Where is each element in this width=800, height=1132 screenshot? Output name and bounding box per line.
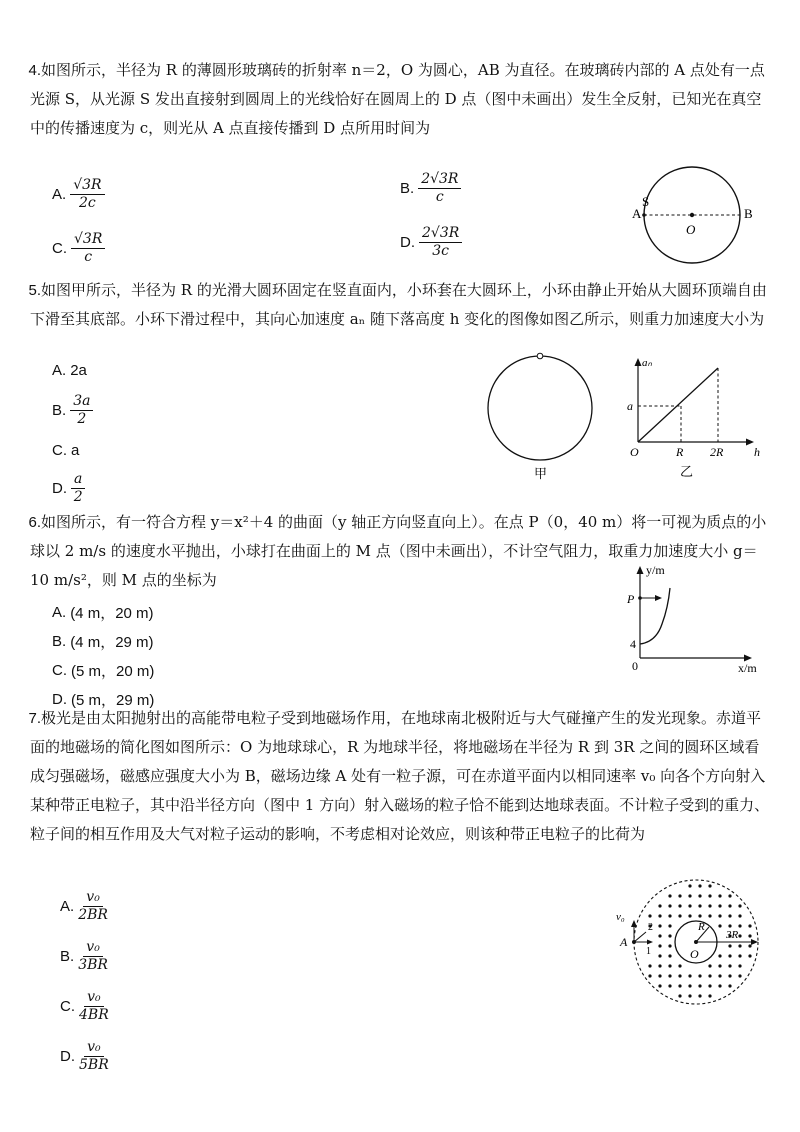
q7-option-a[interactable] (60, 890, 108, 922)
caption-yi: 乙 (680, 464, 694, 479)
field-dot (718, 894, 721, 897)
origin-o: O (630, 445, 639, 459)
question-5-number: 5. (28, 282, 42, 299)
fraction (79, 1040, 109, 1072)
fraction (419, 226, 462, 258)
field-dot (708, 894, 711, 897)
field-dot (728, 904, 731, 907)
field-dot (678, 964, 681, 967)
denominator: 2BR (78, 906, 108, 923)
question-7 (30, 704, 770, 849)
field-dot (738, 934, 741, 937)
field-dot (678, 974, 681, 977)
option-label: A. (52, 604, 67, 621)
option-label: D. (52, 691, 67, 708)
denominator: c (435, 188, 444, 205)
y-axis-arrow (637, 566, 644, 574)
tick-2r: 2R (710, 445, 724, 459)
field-dot (698, 884, 701, 887)
field-dot (728, 964, 731, 967)
field-dot (728, 974, 731, 977)
center-dot (690, 213, 694, 217)
label-r: R (698, 921, 705, 933)
label-p: P (627, 592, 635, 606)
fraction (78, 940, 108, 972)
field-dot (718, 924, 721, 927)
point-a-dot (642, 213, 646, 217)
field-dot (698, 904, 701, 907)
field-dot (708, 914, 711, 917)
dir2-vector (634, 932, 646, 942)
h-label: h (754, 445, 760, 459)
field-dot (678, 994, 681, 997)
field-dot (728, 914, 731, 917)
dir1-arrow (647, 940, 653, 945)
field-dot (728, 944, 731, 947)
field-dot (698, 984, 701, 987)
q5-option-d[interactable] (52, 472, 85, 504)
field-dot (668, 924, 671, 927)
q6-option-a[interactable] (52, 602, 154, 623)
option-text: (4 m，29 m) (70, 634, 154, 651)
denominator: c (84, 248, 93, 265)
field-dot (708, 884, 711, 887)
question-4-number: 4. (28, 62, 42, 79)
field-dot (668, 974, 671, 977)
question-6-number: 6. (28, 514, 42, 531)
x-axis-label: x/m (738, 661, 757, 675)
numerator: v₀ (84, 990, 104, 1007)
option-text: (4 m，20 m) (70, 605, 154, 622)
field-dot (748, 954, 751, 957)
q6-option-c[interactable] (52, 660, 154, 681)
origin-0: 0 (632, 659, 638, 673)
option-text: (5 m，20 m) (71, 663, 155, 680)
field-radius-arrow (751, 939, 758, 945)
field-dot (648, 964, 651, 967)
question-5-stem (30, 276, 770, 334)
field-dot (658, 974, 661, 977)
field-dot (738, 954, 741, 957)
label-a: A (620, 935, 628, 949)
field-dot (658, 904, 661, 907)
label-s: S (642, 194, 650, 209)
tick-r: R (676, 445, 684, 459)
q5-option-b[interactable] (52, 394, 93, 426)
field-dot (748, 924, 751, 927)
q4-option-c[interactable] (52, 232, 105, 264)
q5-option-c[interactable] (52, 442, 79, 459)
q7-figure (608, 874, 772, 1010)
q5-figure-jia (478, 350, 608, 484)
field-dot (728, 954, 731, 957)
q7-option-d[interactable] (60, 1040, 109, 1072)
field-dot (698, 994, 701, 997)
q7-option-c[interactable] (60, 990, 109, 1022)
field-dot (738, 964, 741, 967)
denominator: 5BR (79, 1056, 109, 1073)
tick-a: a (627, 399, 633, 413)
numerator: √3R (70, 178, 104, 195)
fraction (418, 172, 461, 204)
label-o: O (690, 947, 699, 961)
option-text: a (71, 442, 80, 459)
question-6-text: 如图所示，有一符合方程 y＝x²＋4 的曲面（y 轴正方向竖直向上）。在点 P（0，40 m）将一可视为质点的小球以 2 m/s 的速度水平抛出，小球打在曲面上的 M 点（图中未画出），不计空气阻力，取重力加速度大小 g＝10 m/s²，则 M 点的坐标为 (30, 513, 767, 589)
option-label: D. (60, 1047, 75, 1065)
option-text: 2a (70, 362, 87, 379)
fraction (78, 890, 108, 922)
field-dot (688, 904, 691, 907)
question-5-text: 如图甲所示，半径为 R 的光滑大圆环固定在竖直面内，小环套在大圆环上，小环由静止开始从大圆环顶端自由下滑至其底部。小环下滑过程中，其向心加速度 aₙ 随下落高度 h 变化的图像如图乙所示，则重力加速度大小为 (30, 281, 767, 328)
field-dot (668, 914, 671, 917)
field-dot (658, 914, 661, 917)
option-label: B. (60, 947, 75, 965)
field-dot (718, 914, 721, 917)
field-dot (688, 974, 691, 977)
field-dot (708, 904, 711, 907)
label-dir1: 1 (646, 946, 651, 957)
option-label: C. (52, 442, 67, 459)
field-dot (688, 914, 691, 917)
tick-4: 4 (630, 637, 636, 651)
field-dot (738, 944, 741, 947)
numerator: v₀ (83, 890, 103, 907)
field-dot (708, 964, 711, 967)
field-dot (698, 894, 701, 897)
q7-option-b[interactable] (60, 940, 108, 972)
field-dot (718, 984, 721, 987)
q4-option-d[interactable] (400, 226, 462, 258)
field-dot (658, 964, 661, 967)
an-label: aₙ (642, 357, 652, 369)
field-dot (648, 914, 651, 917)
field-dot (658, 934, 661, 937)
numerator: v₀ (84, 1040, 104, 1057)
numerator: a (71, 472, 85, 489)
question-7-number: 7. (28, 710, 42, 727)
field-dot (748, 934, 751, 937)
field-dot (728, 894, 731, 897)
option-label: C. (52, 662, 67, 679)
q4-option-b[interactable] (400, 172, 461, 204)
numerator: 2√3R (418, 172, 461, 189)
option-label: D. (52, 479, 67, 497)
denominator: 3BR (78, 956, 108, 973)
field-dot (668, 954, 671, 957)
field-dot (698, 974, 701, 977)
option-label: C. (52, 239, 67, 257)
field-dot (718, 964, 721, 967)
option-label: B. (400, 179, 415, 197)
option-label: B. (52, 401, 67, 419)
field-dot (678, 894, 681, 897)
point-p-dot (638, 596, 642, 600)
field-dot (648, 974, 651, 977)
fraction (79, 990, 109, 1022)
small-ring (537, 353, 543, 359)
an-axis-arrow (635, 358, 642, 366)
field-dot (718, 974, 721, 977)
h-axis-arrow (746, 439, 754, 446)
center-o-dot (694, 940, 698, 944)
field-dot (658, 924, 661, 927)
throw-arrow (655, 595, 662, 601)
question-5 (30, 276, 770, 334)
field-dot (678, 984, 681, 987)
option-text: (5 m，29 m) (71, 692, 155, 709)
option-label: A. (60, 897, 75, 915)
numerator: v₀ (83, 940, 103, 957)
fraction (70, 394, 93, 426)
numerator: 2√3R (419, 226, 462, 243)
question-4-text: 如图所示，半径为 R 的薄圆形玻璃砖的折射率 n＝2，O 为圆心，AB 为直径。在玻璃砖内部的 A 点处有一点光源 S，从光源 S 发出直接射到圆周上的光线恰好在圆周上的 D 点（图中未画出）发生全反射，已知光在真空中的传播速度为 c，则光从 A 点直接传播到 D 点所用时间为 (30, 61, 765, 137)
big-ring (488, 356, 592, 460)
field-dot (688, 894, 691, 897)
field-dot (668, 944, 671, 947)
y-axis-label: y/m (646, 563, 665, 577)
q5-option-a[interactable] (52, 362, 87, 379)
field-dot (658, 954, 661, 957)
q5-figure-yi (618, 352, 768, 486)
denominator: 3c (432, 242, 450, 259)
label-v0: v₀ (616, 911, 625, 923)
numerator: 3a (70, 394, 93, 411)
field-dot (668, 964, 671, 967)
option-label: A. (52, 362, 67, 379)
option-label: C. (60, 997, 75, 1015)
field-dot (708, 984, 711, 987)
q6-option-b[interactable] (52, 631, 154, 652)
denominator: 2c (79, 194, 96, 211)
q6-figure (622, 560, 772, 676)
fraction (70, 178, 104, 210)
denominator: 2 (77, 410, 87, 427)
fraction (71, 472, 85, 504)
field-dot (678, 914, 681, 917)
field-dot (688, 884, 691, 887)
field-dot (698, 914, 701, 917)
field-dot (728, 984, 731, 987)
question-4 (30, 56, 770, 143)
fraction (71, 232, 105, 264)
an-h-line (638, 368, 718, 442)
q4-option-a[interactable] (52, 178, 105, 210)
field-dot (738, 924, 741, 927)
field-dot (668, 904, 671, 907)
field-dot (668, 894, 671, 897)
field-dot (728, 924, 731, 927)
denominator: 4BR (79, 1006, 109, 1023)
field-dot (708, 994, 711, 997)
denominator: 2 (73, 488, 83, 505)
v0-arrow (631, 920, 637, 927)
option-label: B. (52, 633, 67, 650)
field-dot (738, 904, 741, 907)
label-dir2: 2 (648, 922, 653, 933)
q4-figure (612, 162, 772, 272)
field-dot (658, 944, 661, 947)
field-dot (688, 984, 691, 987)
field-dot (668, 934, 671, 937)
field-dot (738, 914, 741, 917)
question-7-text: 极光是由太阳抛射出的高能带电粒子受到地磁场作用，在地球南北极附近与大气碰撞产生的发光现象。赤道平面的地磁场的简化图如图所示：O 为地球球心，R 为地球半径，将地磁场在半径为 R 到 3R 之间的圆环区域看成匀强磁场，磁感应强度大小为 B，磁场边缘 A 处有一粒子源，可在赤道平面内以相同速率 v₀ 向各个方向射入某种带正电粒子，其中沿半径方向（图中 1 方向）射入磁场的粒子恰不能到达地球表面。不计粒子受到的重力、粒子间的相互作用及大气对粒子运动的影响，不考虑相对论效应，则该种带正电粒子的比荷为 (30, 709, 770, 843)
numerator: √3R (71, 232, 105, 249)
question-7-stem (30, 704, 770, 849)
label-o: O (686, 222, 696, 237)
label-b: B (744, 206, 753, 221)
option-label: D. (400, 233, 415, 251)
option-label: A. (52, 185, 67, 203)
question-4-stem (30, 56, 770, 143)
field-dot (658, 984, 661, 987)
label-3r: 3R (726, 929, 739, 941)
field-dot (718, 954, 721, 957)
field-dot (718, 904, 721, 907)
field-dot (678, 904, 681, 907)
label-a: A (632, 206, 642, 221)
field-dot (668, 984, 671, 987)
field-dot (708, 974, 711, 977)
caption-jia: 甲 (534, 466, 548, 481)
field-dot (688, 994, 691, 997)
field-dot (738, 974, 741, 977)
